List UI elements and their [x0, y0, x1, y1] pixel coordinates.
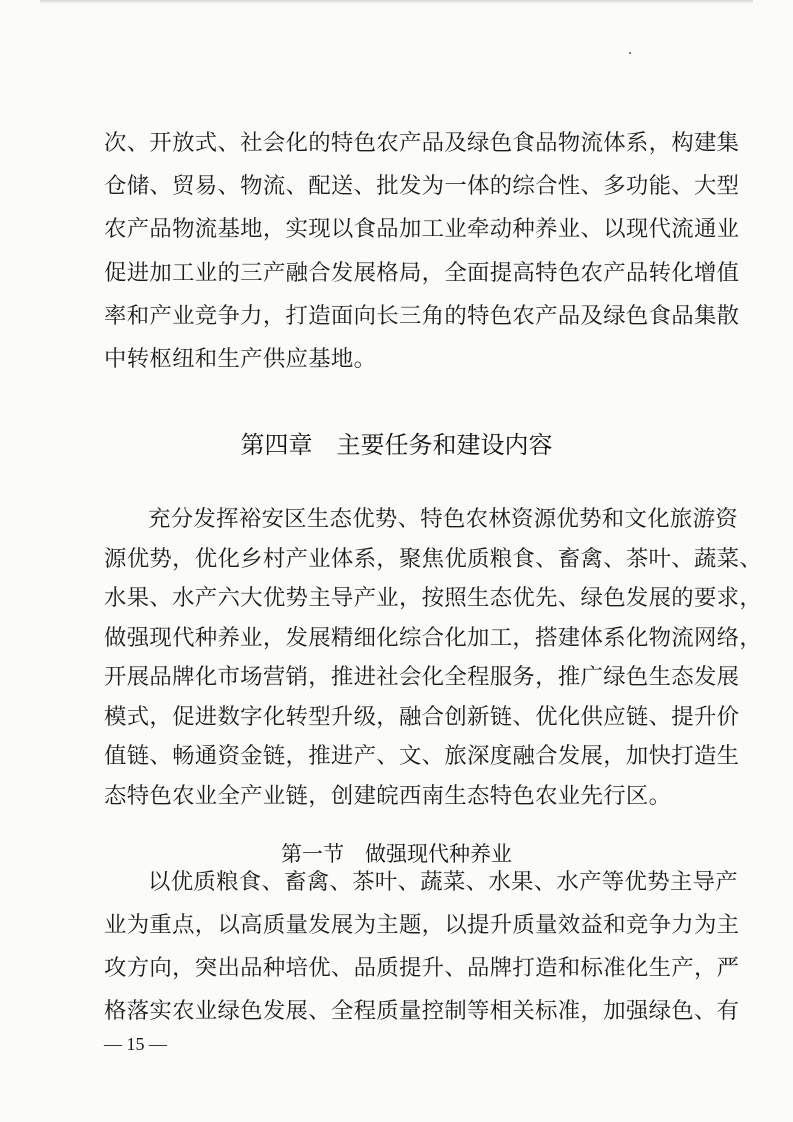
paragraph-line: 源优势，优化乡村产业体系，聚焦优质粮食、畜禽、茶叶、蔬菜、 [104, 546, 763, 572]
page-number: — 15 — [104, 1034, 167, 1054]
paragraph-line: 做强现代种养业，发展精细化综合化加工，搭建体系化物流网络， [104, 625, 763, 651]
paragraph-line: 值链、畅通资金链，推进产、文、旅深度融合发展，加快打造生 [104, 743, 740, 769]
paragraph-line: 态特色农业全产业链，创建皖西南生态特色农业先行区。 [104, 783, 672, 809]
section-title: 第一节 做强现代种养业 [281, 842, 512, 866]
paragraph-line: 以优质粮食、畜禽、茶叶、蔬菜、水果、水产等优势主导产 [148, 869, 738, 895]
paragraph-line: 格落实农业绿色发展、全程质量控制等相关标准，加强绿色、有 [104, 998, 740, 1024]
paragraph-line: 次、开放式、社会化的特色农产品及绿色食品物流体系，构建集 [104, 130, 740, 156]
paragraph-line: 攻方向，突出品种培优、品质提升、品牌打造和标准化生产，严 [104, 955, 740, 981]
scan-edge [40, 0, 753, 4]
paragraph-line: 充分发挥裕安区生态优势、特色农林资源优势和文化旅游资 [148, 506, 738, 532]
paragraph-line: 率和产业竞争力，打造面向长三角的特色农产品及绿色食品集散 [104, 303, 740, 329]
scan-speck [629, 52, 631, 54]
paragraph-line: 水果、水产六大优势主导产业，按照生态优先、绿色发展的要求， [104, 585, 763, 611]
paragraph-line: 农产品物流基地，实现以食品加工业牵动种养业、以现代流通业 [104, 216, 740, 242]
paragraph-line: 模式，促进数字化转型升级，融合创新链、优化供应链、提升价 [104, 704, 740, 730]
paragraph-line: 中转枢纽和生产供应基地。 [104, 346, 377, 372]
chapter-title: 第四章 主要任务和建设内容 [240, 431, 553, 459]
paragraph-line: 促进加工业的三产融合发展格局，全面提高特色农产品转化增值 [104, 260, 740, 286]
paragraph-line: 仓储、贸易、物流、配送、批发为一体的综合性、多功能、大型 [104, 173, 740, 199]
paragraph-line: 开展品牌化市场营销，推进社会化全程服务，推广绿色生态发展 [104, 664, 740, 690]
paragraph-line: 业为重点，以高质量发展为主题，以提升质量效益和竞争力为主 [104, 912, 740, 938]
